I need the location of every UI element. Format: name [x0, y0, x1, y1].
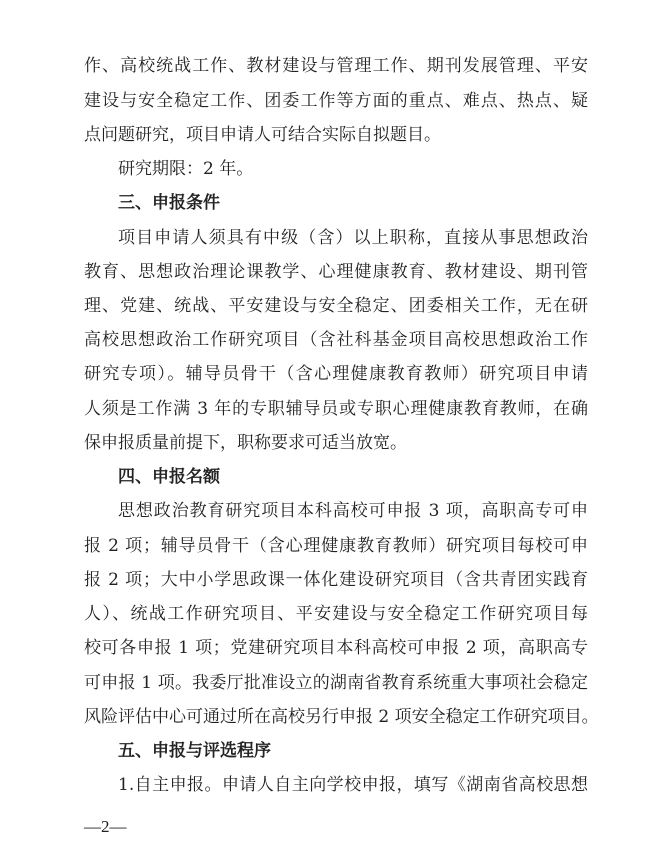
body-text-line: 研究专项）。辅导员骨干（含心理健康教育教师）研究项目申请	[84, 364, 588, 384]
body-text-line: 点问题研究，项目申请人可结合实际自拟题目。	[84, 125, 441, 145]
body-text-line: 可申报 1 项。我委厅批准设立的湖南省教育系统重大事项社会稳定	[84, 673, 588, 693]
body-text-line: 思想政治教育研究项目本科高校可申报 3 项，高职高专可申	[118, 501, 588, 521]
section-heading-quota: 四、申报名额	[118, 467, 220, 487]
page-number: —2—	[84, 817, 127, 836]
body-text-line: 理、党建、统战、平安建设与安全稳定、团委相关工作，无在研	[84, 296, 588, 316]
body-text-line: 项目申请人须具有中级（含）以上职称，直接从事思想政治	[118, 228, 588, 248]
body-text-line: 高校思想政治工作研究项目（含社科基金项目高校思想政治工作	[84, 330, 588, 350]
body-text-line: 建设与安全稳定工作、团委工作等方面的重点、难点、热点、疑	[84, 91, 588, 111]
body-text-line: 作、高校统战工作、教材建设与管理工作、期刊发展管理、平安	[84, 56, 588, 76]
body-text-line: 校可各申报 1 项；党建研究项目本科高校可申报 2 项，高职高专	[84, 638, 588, 658]
body-text-line: 教育、思想政治理论课教学、心理健康教育、教材建设、期刊管	[84, 262, 588, 282]
body-text-line: 报 2 项；大中小学思政课一体化建设研究项目（含共青团实践育	[84, 570, 588, 590]
section-heading-conditions: 三、申报条件	[118, 193, 220, 213]
body-text-line: 报 2 项；辅导员骨干（含心理健康教育教师）研究项目每校可申	[84, 536, 588, 556]
section-heading-procedure: 五、申报与评选程序	[118, 741, 271, 761]
body-text-line: 人须是工作满 3 年的专职辅导员或专职心理健康教育教师，在确	[84, 399, 588, 419]
body-text-line: 人）、统战工作研究项目、平安建设与安全稳定工作研究项目每	[84, 604, 588, 624]
research-period-text: 研究期限：2 年。	[118, 159, 254, 179]
body-text-line: 保申报质量前提下，职称要求可适当放宽。	[84, 433, 407, 453]
body-text-line: 风险评估中心可通过所在高校另行申报 2 项安全稳定工作研究项目。	[84, 707, 599, 727]
body-text-line: 1.自主申报。申请人自主向学校申报，填写《湖南省高校思想	[118, 775, 588, 795]
